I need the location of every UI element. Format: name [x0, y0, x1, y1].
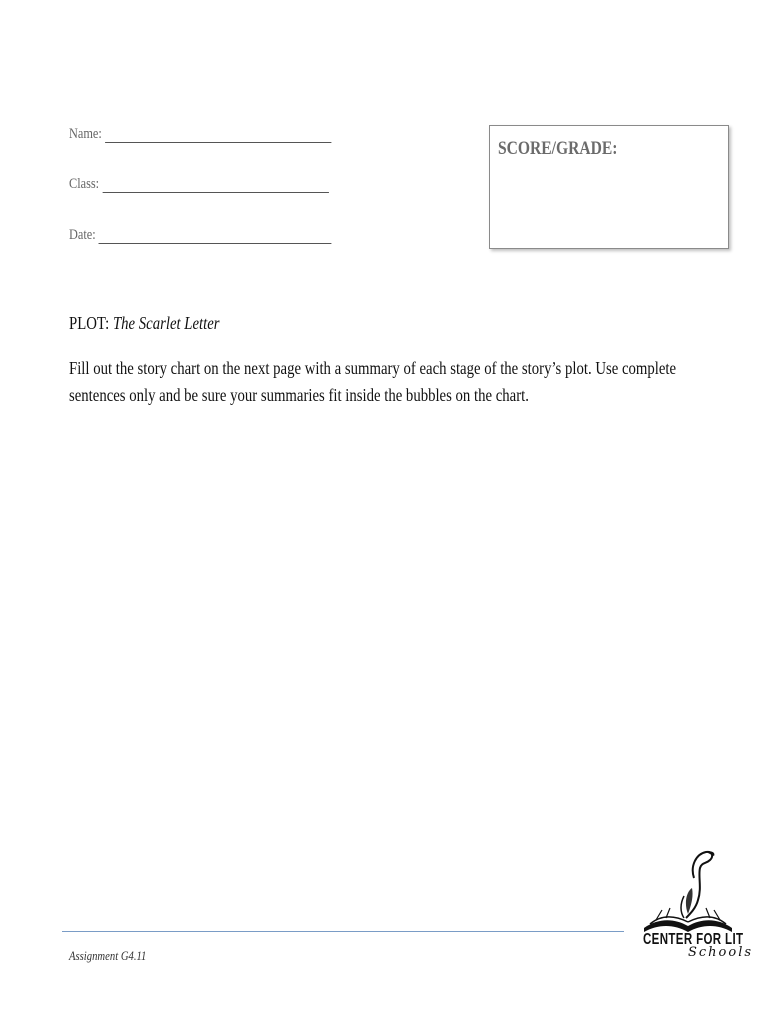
- name-line[interactable]: [105, 128, 331, 143]
- assignment-number: Assignment G4.11: [69, 948, 147, 963]
- score-grade-box: [489, 125, 729, 249]
- footer-divider: [62, 931, 624, 932]
- logo-wordmark: CENTER FOR LIT: [643, 931, 744, 948]
- instructions-paragraph: Fill out the story chart on the next page with a summary of each stage of the story’s plot. Use complete sentences only and be sure your summaries fit inside the bubbles on the chart.: [69, 358, 677, 405]
- date-label: Date:: [69, 227, 96, 243]
- book-title: The Scarlet Letter: [112, 313, 220, 333]
- class-field[interactable]: [69, 176, 329, 193]
- date-line[interactable]: [99, 229, 332, 244]
- date-field[interactable]: [69, 227, 332, 244]
- plot-heading: [69, 313, 220, 334]
- logo-subtitle: Schools: [688, 945, 754, 960]
- name-field[interactable]: [69, 126, 331, 143]
- name-label: Name:: [69, 126, 102, 142]
- class-label: Class:: [69, 176, 100, 192]
- score-grade-label: SCORE/GRADE:: [498, 138, 618, 159]
- class-line[interactable]: [102, 178, 328, 193]
- plot-prefix: PLOT:: [69, 313, 110, 333]
